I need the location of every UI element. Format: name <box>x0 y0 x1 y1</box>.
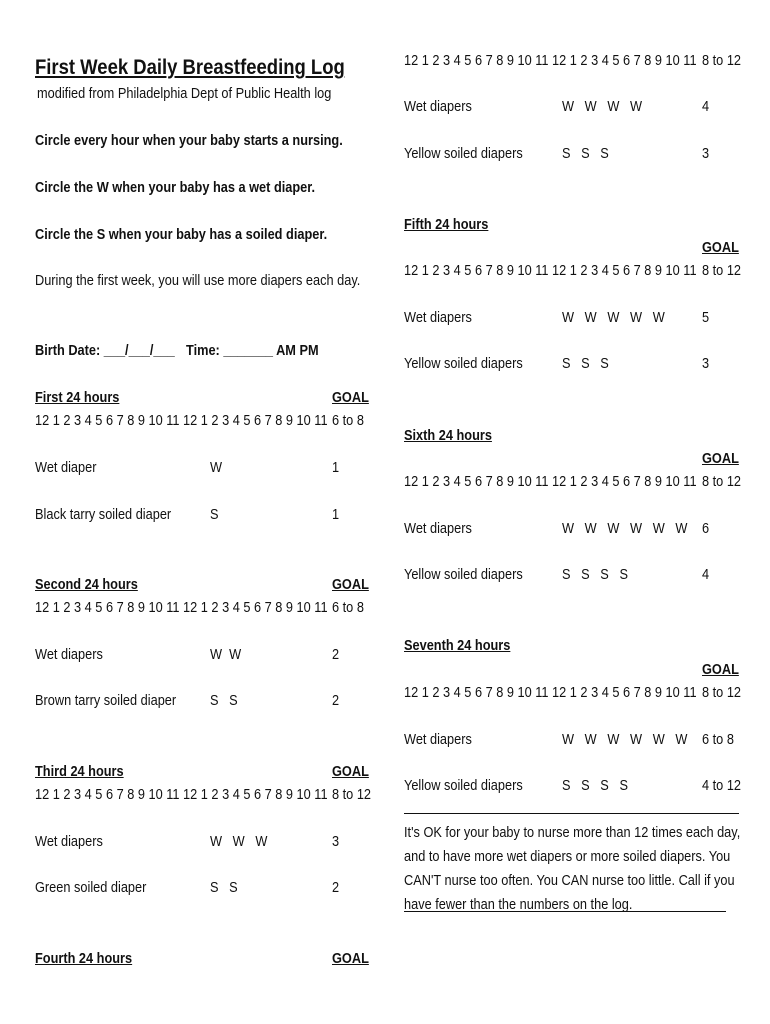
instruction-circle-s: Circle the S when your baby has a soiled diaper. <box>35 227 328 243</box>
note-underline <box>404 911 726 912</box>
day4-soil-goal: 3 <box>702 146 710 162</box>
day5-soil-marks: S S S <box>562 356 609 372</box>
day5-hours-row: 12 1 2 3 4 5 6 7 8 9 10 11 12 1 2 3 4 5 6 7 8 9 10 11 <box>404 263 697 279</box>
note-line-3: CAN'T nurse too often. You CAN nurse too little. Call if you <box>404 873 735 889</box>
day5-soil-goal: 3 <box>702 356 710 372</box>
page-subtitle: modified from Philadelphia Dept of Public Health log <box>37 86 332 102</box>
day4-hours-row: 12 1 2 3 4 5 6 7 8 9 10 11 12 1 2 3 4 5 6 7 8 9 10 11 <box>404 53 697 69</box>
day1-wet-goal: 1 <box>332 460 340 476</box>
day3-goal-label: GOAL <box>332 764 369 780</box>
day4-soil-label: Yellow soiled diapers <box>404 146 523 162</box>
note-line-4: have fewer than the numbers on the log. <box>404 897 633 913</box>
day6-heading: Sixth 24 hours <box>404 428 492 444</box>
day2-wet-marks: W W <box>210 647 242 663</box>
day7-wet-marks: W W W W W W <box>562 732 688 748</box>
day2-wet-label: Wet diapers <box>35 647 103 663</box>
day1-heading: First 24 hours <box>35 390 120 406</box>
day6-soil-marks: S S S S <box>562 567 628 583</box>
day7-wet-label: Wet diapers <box>404 732 472 748</box>
day1-soil-goal: 1 <box>332 507 340 523</box>
day4-wet-label: Wet diapers <box>404 99 472 115</box>
day6-soil-goal: 4 <box>702 567 710 583</box>
day7-soil-goal: 4 to 12 <box>702 778 742 794</box>
instruction-circle-hour: Circle every hour when your baby starts a nursing. <box>35 133 343 149</box>
day3-hours-row: 12 1 2 3 4 5 6 7 8 9 10 11 12 1 2 3 4 5 6 7 8 9 10 11 <box>35 787 328 803</box>
day2-soil-label: Brown tarry soiled diaper <box>35 693 177 709</box>
day5-wet-marks: W W W W W <box>562 310 665 326</box>
day2-wet-goal: 2 <box>332 647 340 663</box>
day5-heading: Fifth 24 hours <box>404 217 489 233</box>
day4-wet-marks: W W W W <box>562 99 643 115</box>
day1-wet-label: Wet diaper <box>35 460 97 476</box>
note-divider <box>404 813 739 814</box>
day4-wet-goal: 4 <box>702 99 710 115</box>
day1-goal-label: GOAL <box>332 390 369 406</box>
day1-soil-label: Black tarry soiled diaper <box>35 507 172 523</box>
day3-soil-label: Green soiled diaper <box>35 880 147 896</box>
day2-heading: Second 24 hours <box>35 577 138 593</box>
day3-heading: Third 24 hours <box>35 764 124 780</box>
day7-hours-goal: 8 to 12 <box>702 685 742 701</box>
day7-heading: Seventh 24 hours <box>404 638 511 654</box>
day7-goal-label: GOAL <box>702 662 739 678</box>
day7-wet-goal: 6 to 8 <box>702 732 734 748</box>
day4-heading: Fourth 24 hours <box>35 951 133 967</box>
day3-wet-marks: W W W <box>210 834 268 850</box>
birth-date-field: Birth Date: ___/___/___ <box>35 343 175 359</box>
day4-hours-goal: 8 to 12 <box>702 53 742 69</box>
day3-soil-goal: 2 <box>332 880 340 896</box>
day2-hours-goal: 6 to 8 <box>332 600 364 616</box>
day7-soil-label: Yellow soiled diapers <box>404 778 523 794</box>
day5-goal-label: GOAL <box>702 240 739 256</box>
day2-soil-goal: 2 <box>332 693 340 709</box>
day5-hours-goal: 8 to 12 <box>702 263 742 279</box>
note-line-2: and to have more wet diapers or more soiled diapers. You <box>404 849 731 865</box>
day6-wet-marks: W W W W W W <box>562 521 688 537</box>
day3-wet-goal: 3 <box>332 834 340 850</box>
day6-goal-label: GOAL <box>702 451 739 467</box>
day3-hours-goal: 8 to 12 <box>332 787 372 803</box>
instruction-circle-w: Circle the W when your baby has a wet diaper. <box>35 180 316 196</box>
day1-wet-marks: W <box>210 460 223 476</box>
day2-soil-marks: S S <box>210 693 238 709</box>
page-title: First Week Daily Breastfeeding Log <box>35 56 345 79</box>
day7-hours-row: 12 1 2 3 4 5 6 7 8 9 10 11 12 1 2 3 4 5 6 7 8 9 10 11 <box>404 685 697 701</box>
day3-wet-label: Wet diapers <box>35 834 103 850</box>
day6-soil-label: Yellow soiled diapers <box>404 567 523 583</box>
note-line-1: It's OK for your baby to nurse more than 12 times each day, <box>404 825 741 841</box>
day7-soil-marks: S S S S <box>562 778 628 794</box>
day4-goal-label: GOAL <box>332 951 369 967</box>
day5-soil-label: Yellow soiled diapers <box>404 356 523 372</box>
day6-wet-label: Wet diapers <box>404 521 472 537</box>
day2-hours-row: 12 1 2 3 4 5 6 7 8 9 10 11 12 1 2 3 4 5 6 7 8 9 10 11 <box>35 600 328 616</box>
day6-hours-row: 12 1 2 3 4 5 6 7 8 9 10 11 12 1 2 3 4 5 6 7 8 9 10 11 <box>404 474 697 490</box>
day2-goal-label: GOAL <box>332 577 369 593</box>
day1-hours-goal: 6 to 8 <box>332 413 364 429</box>
day4-soil-marks: S S S <box>562 146 609 162</box>
birth-time-field: Time: _______ AM PM <box>186 343 319 359</box>
day6-hours-goal: 8 to 12 <box>702 474 742 490</box>
day3-soil-marks: S S <box>210 880 238 896</box>
day1-hours-row: 12 1 2 3 4 5 6 7 8 9 10 11 12 1 2 3 4 5 6 7 8 9 10 11 <box>35 413 328 429</box>
day1-soil-marks: S <box>210 507 219 523</box>
day5-wet-label: Wet diapers <box>404 310 472 326</box>
day5-wet-goal: 5 <box>702 310 710 326</box>
day6-wet-goal: 6 <box>702 521 710 537</box>
instruction-more-diapers: During the first week, you will use more diapers each day. <box>35 273 361 289</box>
